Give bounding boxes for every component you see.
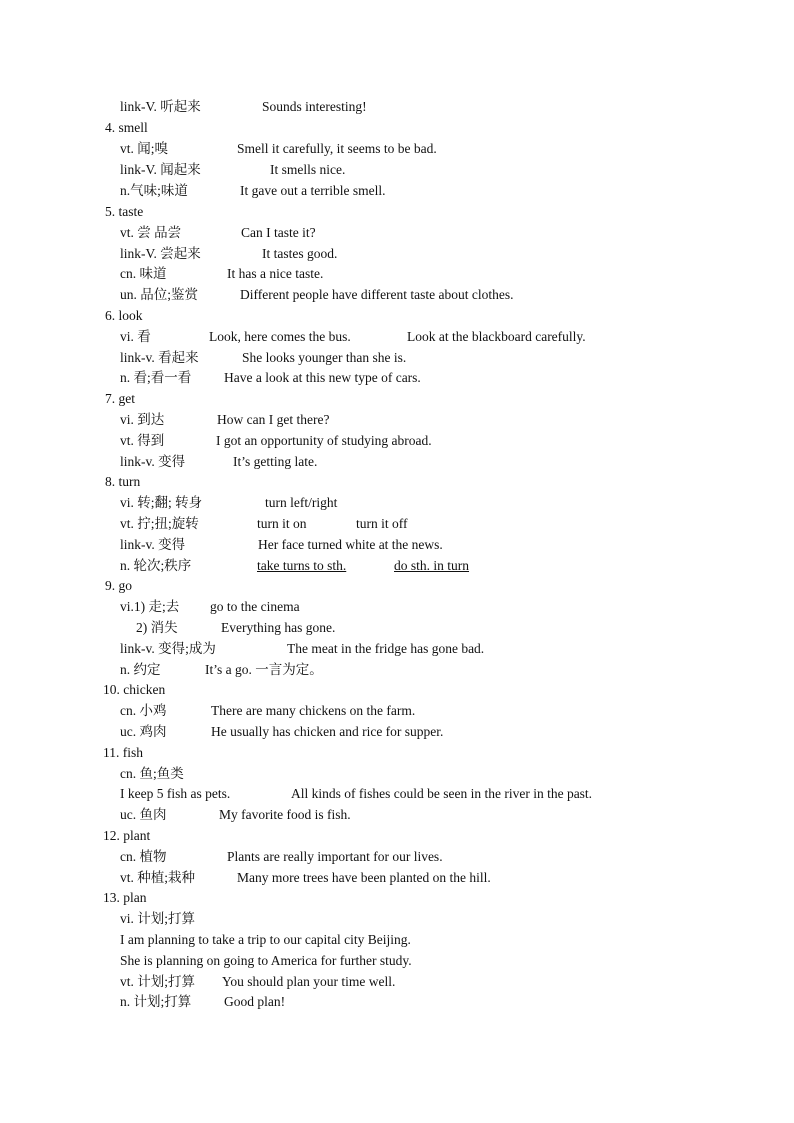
line-label: cn. 鱼;鱼类 — [120, 766, 184, 781]
entry-heading: 12. plant — [103, 828, 151, 843]
line-text: I keep 5 fish as pets. — [120, 786, 231, 801]
line-text: Look, here comes the bus. — [209, 329, 351, 344]
line-label: n. 计划;打算 — [120, 994, 192, 1009]
line-text: Can I taste it? — [241, 225, 316, 240]
line-text: Her face turned white at the news. — [258, 537, 443, 552]
line-text: He usually has chicken and rice for supper. — [211, 724, 444, 739]
entry-heading: 13. plan — [103, 890, 147, 905]
line-label: cn. 植物 — [120, 849, 167, 864]
line-text: Plants are really important for our lives. — [227, 849, 443, 864]
entry-heading: 4. smell — [105, 120, 148, 135]
line-text: My favorite food is fish. — [219, 807, 351, 822]
line-text: The meat in the fridge has gone bad. — [287, 641, 485, 656]
underlined-phrase-2: do sth. in turn — [394, 558, 470, 573]
underlined-phrase: take turns to sth. — [257, 558, 347, 573]
line-label: link-V. 尝起来 — [120, 246, 201, 261]
line-text: Smell it carefully, it seems to be bad. — [237, 141, 437, 156]
line-label: vt. 闻;嗅 — [120, 141, 169, 156]
line-label: cn. 味道 — [120, 266, 167, 281]
line-text: It smells nice. — [270, 162, 346, 177]
line-label: cn. 小鸡 — [120, 703, 167, 718]
line-label: link-v. 看起来 — [120, 350, 199, 365]
line-label: n. 轮次;秩序 — [120, 558, 192, 573]
line-text: Sounds interesting! — [262, 99, 367, 114]
line-label: vi. 转;翻; 转身 — [120, 495, 203, 510]
line-text: Have a look at this new type of cars. — [224, 370, 421, 385]
line-text-2: Look at the blackboard carefully. — [407, 329, 586, 344]
line-text: Good plan! — [224, 994, 286, 1009]
entry-heading: 9. go — [105, 578, 132, 593]
line-label: uc. 鸡肉 — [120, 724, 167, 739]
line-text: She looks younger than she is. — [242, 350, 407, 365]
line-text: Different people have different taste about clothes. — [240, 287, 514, 302]
line-label: link-V. 闻起来 — [120, 162, 201, 177]
entry-heading: 5. taste — [105, 204, 144, 219]
line-label: vi.1) 走;去 — [120, 599, 180, 614]
line-label: n.气味;味道 — [120, 183, 188, 198]
line-text: How can I get there? — [217, 412, 330, 427]
line-text: It’s a go. 一言为定。 — [205, 662, 323, 677]
line-label: vt. 计划;打算 — [120, 974, 196, 989]
line-text: There are many chickens on the farm. — [211, 703, 416, 718]
line-label: un. 品位;鉴赏 — [120, 287, 199, 302]
line-label: link-V. 听起来 — [120, 99, 201, 114]
line-text: turn left/right — [265, 495, 338, 510]
line-label: vt. 得到 — [120, 433, 165, 448]
line-text: She is planning on going to America for further study. — [120, 953, 412, 968]
line-label: 2) 消失 — [136, 620, 178, 635]
line-text: It has a nice taste. — [227, 266, 324, 281]
entry-heading: 7. get — [105, 391, 135, 406]
line-text: It’s getting late. — [233, 454, 318, 469]
line-text: Many more trees have been planted on the hill. — [237, 870, 491, 885]
line-text: go to the cinema — [210, 599, 300, 614]
line-text: I got an opportunity of studying abroad. — [216, 433, 432, 448]
line-text-2: All kinds of fishes could be seen in the river in the past. — [291, 786, 593, 801]
line-label: vi. 到达 — [120, 412, 165, 427]
line-label: link-v. 变得 — [120, 454, 186, 469]
line-label: uc. 鱼肉 — [120, 807, 167, 822]
line-text: Everything has gone. — [221, 620, 336, 635]
line-text: turn it on — [257, 516, 307, 531]
line-label: n. 看;看一看 — [120, 370, 192, 385]
line-label: n. 约定 — [120, 662, 161, 677]
line-text: It tastes good. — [262, 246, 338, 261]
line-label: vt. 种植;栽种 — [120, 870, 196, 885]
line-label: vi. 看 — [120, 329, 151, 344]
line-label: vt. 尝 品尝 — [120, 225, 182, 240]
entry-heading: 10. chicken — [103, 682, 166, 697]
entry-heading: 11. fish — [103, 745, 143, 760]
line-text-2: turn it off — [356, 516, 408, 531]
line-label: link-v. 变得 — [120, 537, 186, 552]
line-label: vi. 计划;打算 — [120, 911, 196, 926]
entry-heading: 6. look — [105, 308, 143, 323]
line-text: I am planning to take a trip to our capital city Beijing. — [120, 932, 411, 947]
entry-heading: 8. turn — [105, 474, 141, 489]
line-text: You should plan your time well. — [222, 974, 396, 989]
line-label: link-v. 变得;成为 — [120, 641, 216, 656]
line-text: It gave out a terrible smell. — [240, 183, 386, 198]
line-label: vt. 拧;扭;旋转 — [120, 516, 199, 531]
